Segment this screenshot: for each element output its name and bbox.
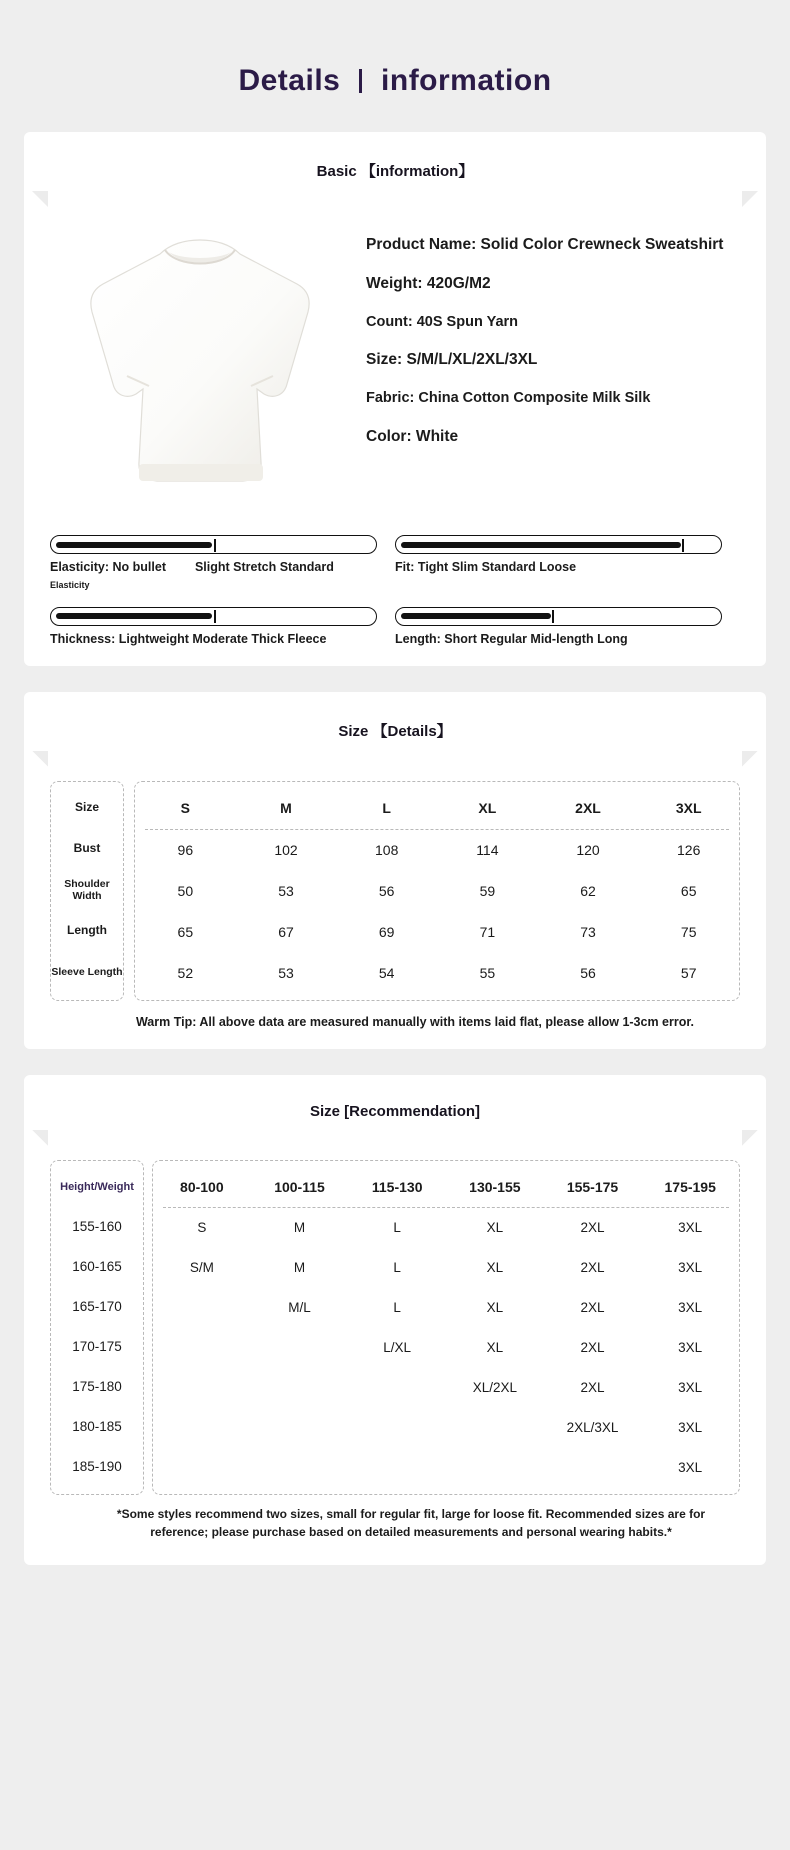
elasticity-label-b: Slight Stretch Standard — [194, 560, 334, 574]
spec-fabric: Fabric: China Cotton Composite Milk Silk — [366, 390, 651, 407]
elasticity-meter-label — [50, 559, 377, 593]
rec-cell: 3XL — [678, 1340, 703, 1356]
row-label-shoulder-width: Shoulder Width — [64, 878, 110, 903]
page-title-left: Details — [238, 64, 341, 97]
cell-bust-3xl: 126 — [677, 842, 701, 859]
size-section-header — [24, 692, 766, 773]
table-row — [153, 1408, 739, 1448]
thickness-meter-tick — [214, 610, 216, 623]
cell-length-xl: 71 — [479, 924, 496, 941]
table-row — [153, 1208, 739, 1248]
rec-cell: 3XL — [678, 1460, 703, 1476]
rec-cell: 2XL/3XL — [566, 1420, 619, 1436]
elasticity-meter-track — [50, 535, 377, 554]
height-160-165: 160-165 — [72, 1259, 122, 1275]
fit-meter-tick — [682, 539, 684, 552]
product-image — [50, 221, 350, 511]
ribbon-decoration — [24, 191, 766, 213]
cell-bust-m: 102 — [274, 842, 298, 859]
warm-tip-text: Warm Tip: All above data are measured manually with items laid flat, please allow 1-3cm error. — [135, 1014, 695, 1029]
cell-shoulder-2xl: 62 — [580, 883, 596, 900]
elasticity-meter-fill — [56, 542, 212, 548]
cell-sleeve-m: 53 — [278, 965, 294, 982]
basic-information-card — [24, 132, 766, 666]
col-header-s: S — [180, 800, 190, 817]
corner-label: Height/Weight — [60, 1180, 134, 1193]
rec-cell: M — [293, 1220, 306, 1236]
height-155-160: 155-160 — [72, 1219, 122, 1235]
length-meter-tick — [552, 610, 554, 623]
rec-cell: XL/2XL — [472, 1380, 517, 1396]
spec-list — [350, 221, 740, 511]
table-row — [153, 1288, 739, 1328]
recommendation-data-column — [152, 1160, 740, 1495]
basic-section-title: Basic 【information】 — [42, 150, 748, 195]
weight-80-100: 80-100 — [180, 1178, 224, 1195]
meter-length — [395, 593, 740, 648]
cell-sleeve-s: 52 — [177, 965, 194, 982]
col-header-l: L — [382, 800, 391, 817]
cell-bust-s: 96 — [177, 842, 194, 859]
rec-cell: 3XL — [678, 1380, 703, 1396]
weight-100-115: 100-115 — [274, 1178, 325, 1195]
cell-length-2xl: 73 — [580, 924, 596, 941]
table-row — [135, 871, 739, 912]
fit-meter-fill — [401, 542, 681, 548]
cell-length-m: 67 — [278, 924, 294, 941]
spec-count: Count: 40S Spun Yarn — [366, 313, 519, 330]
cell-shoulder-xl: 59 — [479, 883, 496, 900]
cell-sleeve-2xl: 56 — [580, 965, 596, 982]
rec-cell: S — [197, 1220, 207, 1236]
size-details-card — [24, 692, 766, 1049]
table-row-header — [135, 788, 739, 829]
rec-cell: XL — [486, 1260, 504, 1276]
ribbon-decoration — [24, 1130, 766, 1152]
rec-cell: 3XL — [678, 1300, 703, 1316]
rec-cell: L — [393, 1260, 401, 1276]
fit-meter-track — [395, 535, 722, 554]
cell-sleeve-l: 54 — [378, 965, 395, 982]
rec-cell: 2XL — [580, 1340, 605, 1356]
rec-cell: XL — [486, 1300, 504, 1316]
cell-shoulder-3xl: 65 — [680, 883, 697, 900]
length-meter-fill — [401, 613, 551, 619]
cell-sleeve-3xl: 57 — [680, 965, 697, 982]
meter-elasticity — [50, 521, 395, 593]
cell-shoulder-m: 53 — [278, 883, 294, 900]
rec-cell: 3XL — [678, 1260, 703, 1276]
cell-bust-2xl: 120 — [576, 842, 600, 859]
height-185-190: 185-190 — [72, 1459, 122, 1475]
recommendation-section-title: Size [Recommendation] — [42, 1093, 748, 1134]
spec-product-name: Product Name: Solid Color Crewneck Sweatshirt — [366, 236, 724, 253]
rec-cell: XL — [486, 1340, 504, 1356]
cell-shoulder-l: 56 — [378, 883, 395, 900]
col-header-2xl: 2XL — [575, 800, 601, 817]
rec-cell: 3XL — [678, 1220, 703, 1236]
spec-color: Color: White — [366, 427, 459, 445]
spec-size: Size: S/M/L/XL/2XL/3XL — [366, 351, 538, 369]
table-row — [153, 1368, 739, 1408]
cell-bust-l: 108 — [375, 842, 399, 859]
table-row — [135, 953, 739, 994]
cell-length-3xl: 75 — [680, 924, 697, 941]
rec-cell: XL — [486, 1220, 504, 1236]
rec-cell: M/L — [288, 1300, 311, 1316]
weight-155-175: 155-175 — [566, 1178, 619, 1195]
thickness-meter-track — [50, 607, 377, 626]
height-175-180: 175-180 — [72, 1379, 122, 1395]
rec-cell: L/XL — [383, 1340, 412, 1356]
elasticity-meter-tick — [214, 539, 216, 552]
thickness-meter-label: Thickness: Lightweight Moderate Thick Fleece — [50, 631, 327, 646]
rec-cell: L — [393, 1300, 401, 1316]
rec-cell: L — [393, 1220, 401, 1236]
rec-cell: M — [293, 1260, 306, 1276]
weight-130-155: 130-155 — [469, 1178, 521, 1195]
elasticity-label-a: Elasticity: No bullet — [50, 560, 166, 574]
col-header-m: M — [280, 800, 292, 817]
meter-fit — [395, 521, 740, 593]
height-label-column — [50, 1160, 144, 1495]
page-title — [24, 64, 766, 98]
row-label-sleeve-length: Sleeve Length — [51, 966, 123, 979]
sweatshirt-illustration — [65, 226, 335, 506]
row-label-length: Length — [67, 923, 107, 938]
elasticity-label-c: Elasticity — [50, 579, 90, 590]
cell-shoulder-s: 50 — [177, 883, 194, 900]
rec-cell: 2XL — [580, 1220, 605, 1236]
cell-length-s: 65 — [177, 924, 194, 941]
height-165-170: 165-170 — [72, 1299, 122, 1315]
rec-cell: 2XL — [580, 1380, 605, 1396]
fit-meter-label: Fit: Tight Slim Standard Loose — [395, 560, 577, 574]
size-table — [24, 773, 766, 1001]
col-header-xl: XL — [478, 800, 497, 817]
recommendation-table — [24, 1152, 766, 1495]
weight-header-row — [153, 1167, 739, 1207]
height-180-185: 180-185 — [72, 1419, 122, 1435]
table-row — [135, 912, 739, 953]
weight-175-195: 175-195 — [664, 1178, 716, 1195]
row-label-bust: Bust — [73, 841, 101, 856]
ribbon-decoration — [24, 751, 766, 773]
height-170-175: 170-175 — [72, 1339, 122, 1355]
size-data-column — [134, 781, 740, 1001]
page-title-right: information — [381, 64, 552, 97]
length-meter-track — [395, 607, 722, 626]
table-row — [153, 1328, 739, 1368]
col-header-3xl: 3XL — [675, 800, 702, 817]
length-meter-label: Length: Short Regular Mid-length Long — [395, 631, 628, 646]
cell-length-l: 69 — [378, 924, 395, 941]
meter-thickness — [50, 593, 395, 648]
title-divider-bar — [359, 69, 362, 93]
spec-weight: Weight: 420G/M2 — [366, 274, 491, 292]
basic-body — [24, 213, 766, 511]
thickness-meter-fill — [56, 613, 212, 619]
cell-sleeve-xl: 55 — [479, 965, 496, 982]
table-row — [135, 830, 739, 871]
rec-cell: 3XL — [678, 1420, 703, 1436]
size-section-title: Size 【Details】 — [42, 710, 748, 755]
size-row-label-column — [50, 781, 124, 1001]
recommendation-note: *Some styles recommend two sizes, small for regular fit, large for loose fit. Recommended sizes are for reference; please purchase based on detailed measurements and personal wearing habits.* — [116, 1506, 706, 1539]
size-recommendation-card — [24, 1075, 766, 1565]
cell-bust-xl: 114 — [476, 842, 499, 859]
recommendation-section-header — [24, 1075, 766, 1152]
rec-cell: S/M — [189, 1260, 214, 1276]
rec-cell: 2XL — [580, 1260, 605, 1276]
table-row — [153, 1448, 739, 1488]
table-row — [153, 1248, 739, 1288]
row-label-size: Size — [74, 800, 99, 815]
rec-cell: 2XL — [580, 1300, 605, 1316]
attribute-meters — [24, 511, 766, 648]
basic-section-header — [24, 132, 766, 213]
weight-115-130: 115-130 — [371, 1178, 423, 1195]
